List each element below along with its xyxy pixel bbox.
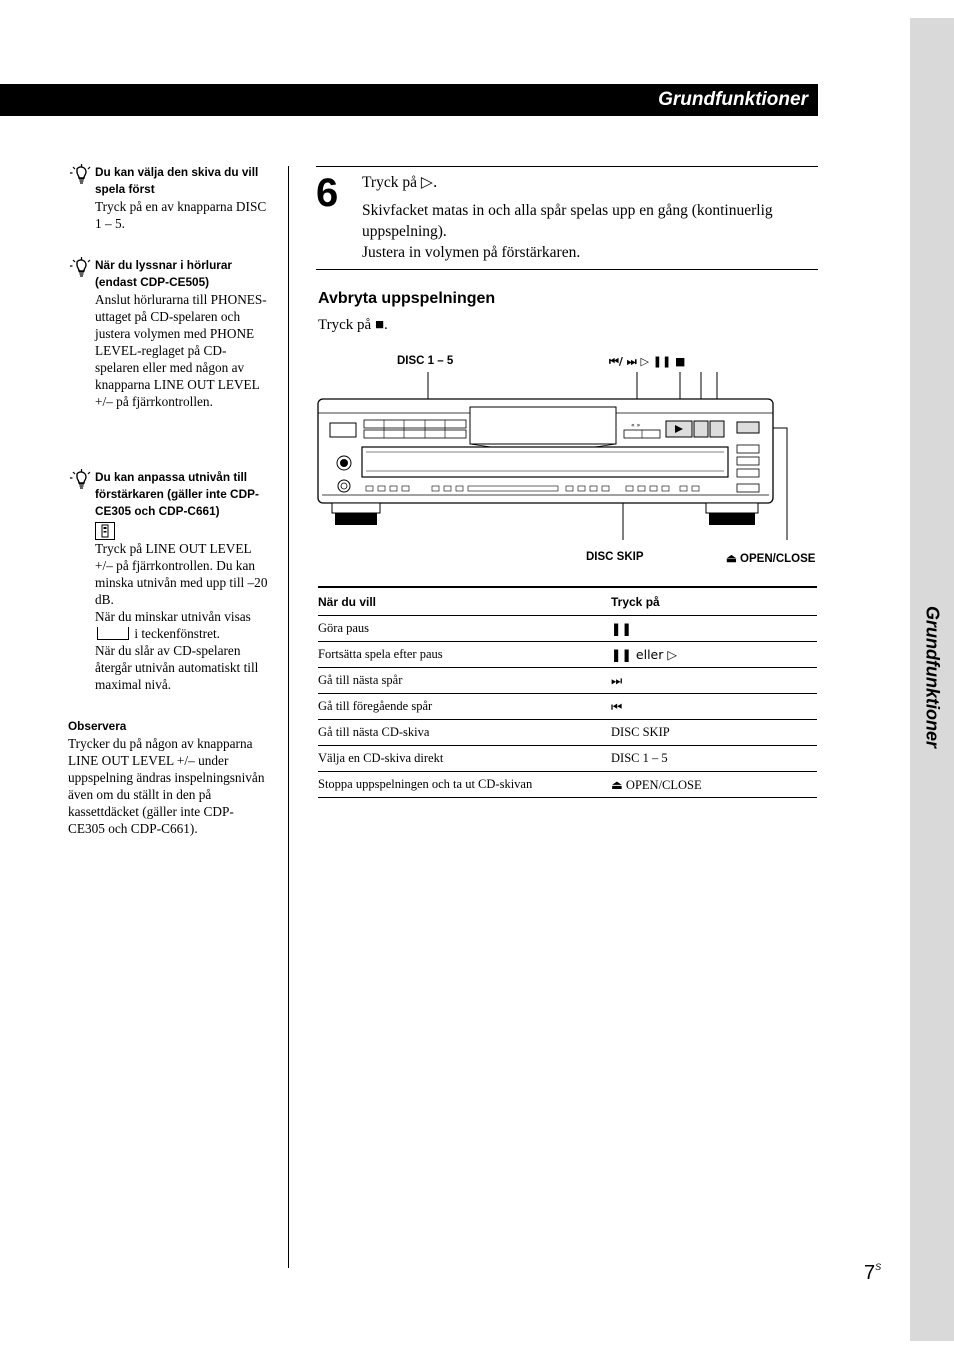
note [68, 718, 268, 837]
table-cell: Gå till nästa CD-skiva [318, 720, 611, 746]
step-text [362, 172, 812, 263]
lightbulb-icon [70, 257, 92, 279]
play-symbol: ▷. [420, 173, 438, 191]
table-cell: ⏏ OPEN/CLOSE [611, 772, 817, 798]
table-row [318, 616, 817, 642]
page-number [864, 1262, 881, 1285]
table-cell: Gå till föregående spår [318, 694, 611, 720]
table-row [318, 642, 817, 668]
table-row [318, 668, 817, 694]
table-cell: Gå till nästa spår [318, 668, 611, 694]
tip-body: Anslut hörlurarna till PHONES-uttaget på CD-spelaren och justera volymen med PHONE LEVEL-reglaget på CD-spelaren eller med någon av knapparna LINE OUT LEVEL +/– på fjärrkontrollen. [95, 292, 267, 409]
tip-heading: När du lyssnar i hörlurar (endast CDP-CE505) [95, 258, 233, 289]
tip-body-text: i teckenfönstret. [134, 626, 220, 641]
section-instruction: Tryck på ■. [318, 317, 388, 333]
tip-body: När du slår av CD-spelaren återgår utnivån automatiskt till maximal nivå. [95, 643, 259, 692]
column-divider [288, 166, 289, 1268]
side-tab-label: Grundfunktioner [922, 606, 943, 748]
step-line2: Skivfacket matas in och alla spår spelas upp en gång (kontinuerlig uppspelning). [362, 202, 773, 240]
step-line1: Tryck på [362, 174, 417, 191]
table-cell: Välja en CD-skiva direkt [318, 746, 611, 772]
step-number: 6 [316, 171, 339, 215]
section-header-bar [0, 84, 818, 116]
function-table [318, 586, 817, 798]
tip-headphones [70, 257, 270, 410]
tip-body: Tryck på en av knapparna DISC 1 – 5. [95, 199, 267, 231]
tip-line-out-level [70, 469, 270, 693]
remote-control-icon [95, 522, 115, 540]
table-row [318, 746, 817, 772]
lightbulb-icon [70, 469, 92, 491]
note-heading: Observera [68, 719, 127, 733]
table-header: När du vill [318, 587, 611, 616]
table-cell: DISC SKIP [611, 720, 817, 746]
table-cell: DISC 1 – 5 [611, 746, 817, 772]
section-heading: Avbryta uppspelningen [318, 290, 496, 307]
step-rule-bottom [316, 269, 818, 270]
page-number-value: 7 [864, 1262, 876, 1284]
section-title: Grundfunktioner [658, 89, 808, 110]
label-disc-buttons: DISC 1 – 5 [397, 355, 454, 367]
table-row [318, 720, 817, 746]
svg-text:« »: « » [631, 422, 641, 429]
table-cell: Göra paus [318, 616, 611, 642]
table-row [318, 694, 817, 720]
table-header-row [318, 587, 817, 616]
table-cell: ⏮ [611, 694, 817, 720]
display-window-indicator [97, 627, 129, 640]
table-cell: Fortsätta spela efter paus [318, 642, 611, 668]
table-cell: ❚❚ eller ▷ [611, 642, 817, 668]
label-transport-buttons: ⏮/ ⏭ ▷ ❚❚ ■ [609, 355, 686, 368]
cd-player-illustration [300, 340, 820, 540]
tip-heading: Du kan välja den skiva du vill spela först [95, 165, 259, 196]
page-number-suffix: S [875, 1262, 882, 1272]
table-row [318, 772, 817, 798]
table-cell: ⏭ [611, 668, 817, 694]
note-body: Trycker du på någon av knapparna LINE OUT LEVEL +/– under uppspelning ändras inspelningsnivån även om du ställt in den på kassettdäcket (gäller inte CDP-CE305 och CDP-C661). [68, 736, 265, 836]
lightbulb-icon [70, 164, 92, 186]
tip-body-text: När du minskar utnivån visas [95, 609, 251, 624]
table-header: Tryck på [611, 587, 817, 616]
tip-select-disc [70, 164, 270, 232]
step-rule-top [316, 166, 818, 167]
step-line3: Justera in volymen på förstärkaren. [362, 244, 581, 261]
label-open-close: ⏏ OPEN/CLOSE [726, 553, 816, 565]
label-disc-skip: DISC SKIP [586, 551, 644, 563]
tip-body: Tryck på LINE OUT LEVEL +/– på fjärrkontrollen. Du kan minska utnivån med upp till –20 dB. [95, 541, 268, 607]
tip-heading: Du kan anpassa utnivån till förstärkaren (gäller inte CDP-CE305 och CDP-C661) [95, 470, 259, 518]
tip-body-display [95, 608, 270, 642]
table-cell: Stoppa uppspelningen och ta ut CD-skivan [318, 772, 611, 798]
table-cell: ❚❚ [611, 616, 817, 642]
